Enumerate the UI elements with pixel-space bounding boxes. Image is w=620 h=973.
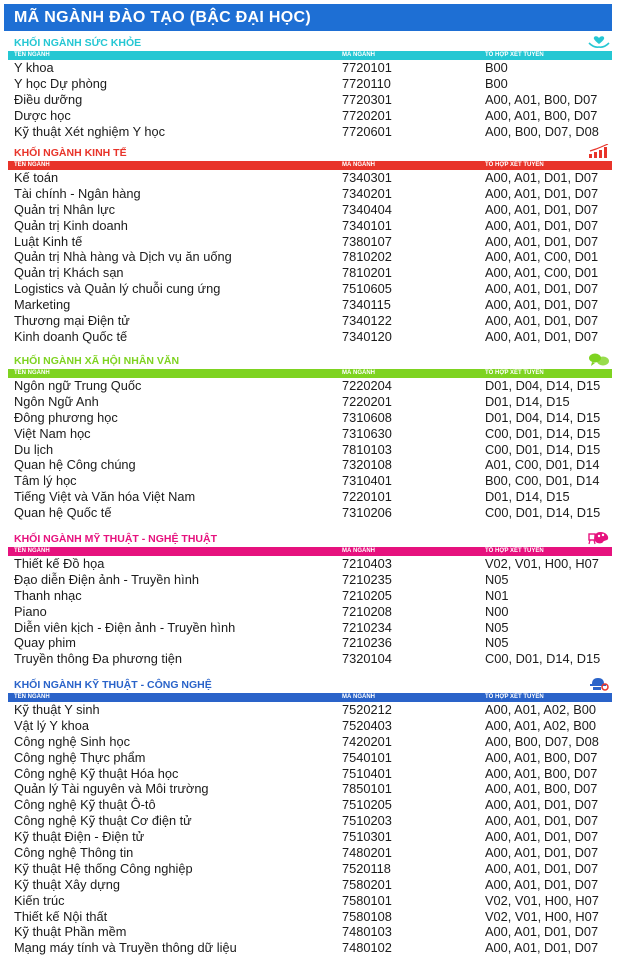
table-row <box>8 734 612 750</box>
subject-combination: A00, A01, D01, D07 <box>485 845 599 861</box>
table-row <box>8 329 612 345</box>
section-1 <box>8 146 612 345</box>
column-header-combo: TỔ HỢP XÉT TUYỂN <box>485 52 544 58</box>
program-table <box>8 170 612 345</box>
subject-combination: D01, D04, D14, D15 <box>485 378 601 393</box>
table-row <box>8 281 612 297</box>
column-header-name: TÊN NGÀNH <box>14 162 50 168</box>
program-code: 7220101 <box>342 489 392 505</box>
subject-combination: A00, A01, D01, D07 <box>485 217 599 233</box>
subject-combination: A00, A01, D01, D07 <box>485 328 599 344</box>
program-code: 7340301 <box>342 170 392 185</box>
table-row <box>8 750 612 766</box>
program-code: 7380107 <box>342 233 392 249</box>
program-name: Quản trị Kinh doanh <box>14 217 128 233</box>
program-name: Tiếng Việt và Văn hóa Việt Nam <box>14 489 196 505</box>
program-code: 7480201 <box>342 845 392 861</box>
table-row <box>8 92 612 108</box>
subject-combination: A00, A01, D01, D07 <box>485 233 599 249</box>
table-row <box>8 473 612 489</box>
table-row <box>8 940 612 956</box>
column-header-code: MÃ NGÀNH <box>342 162 375 168</box>
program-code: 7580201 <box>342 876 392 892</box>
program-code: 7320104 <box>342 651 392 667</box>
program-code: 7810201 <box>342 265 392 281</box>
program-code: 7340122 <box>342 313 392 329</box>
table-row <box>8 234 612 250</box>
subject-combination: A00, A01, B00, D07 <box>485 765 598 781</box>
program-code: 7510605 <box>342 281 392 297</box>
subject-combination: N05 <box>485 635 509 651</box>
subject-combination: A00, A01, D01, D07 <box>485 860 599 876</box>
subject-combination: A00, A01, C00, D01 <box>485 265 599 281</box>
program-code: 7310608 <box>342 409 392 425</box>
section-header <box>8 146 612 161</box>
column-header-code: MÃ NGÀNH <box>342 694 375 700</box>
subject-combination: B00, C00, D01, D14 <box>485 473 600 489</box>
subject-combination: N00 <box>485 603 509 619</box>
section-title: KHỐI NGÀNH KỸ THUẬT - CÔNG NGHỆ <box>14 679 212 691</box>
subject-combination: A00, A01, D01, D07 <box>485 876 599 892</box>
subject-combination: A00, A01, D01, D07 <box>485 797 599 813</box>
program-name: Tài chính - Ngân hàng <box>14 185 141 201</box>
program-code: 7720601 <box>342 123 392 139</box>
program-code: 7720110 <box>342 75 391 91</box>
program-code: 7340201 <box>342 185 392 201</box>
program-code: 7340101 <box>342 217 392 233</box>
subject-combination: A01, C00, D01, D14 <box>485 457 600 473</box>
subject-combination: A00, A01, D01, D07 <box>485 813 599 829</box>
program-code: 7210235 <box>342 571 392 587</box>
table-row <box>8 378 612 394</box>
section-2 <box>8 354 612 521</box>
subject-combination: N05 <box>485 571 509 587</box>
program-name: Kỹ thuật Xây dựng <box>14 876 121 892</box>
speech-bubbles-icon <box>588 352 610 367</box>
table-row <box>8 829 612 845</box>
subject-combination: A00, A01, D01, D07 <box>485 829 599 845</box>
program-name: Công nghệ Kỹ thuật Cơ điện tử <box>14 813 192 829</box>
table-row <box>8 186 612 202</box>
palette-icon <box>588 530 610 545</box>
column-header-code: MÃ NGÀNH <box>342 52 375 58</box>
section-header <box>8 678 612 693</box>
program-name: Logistics và Quản lý chuỗi cung ứng <box>14 281 221 297</box>
program-name: Du lịch <box>14 441 54 457</box>
program-code: 7210205 <box>342 587 392 603</box>
program-code: 7480103 <box>342 924 392 940</box>
program-name: Công nghệ Thực phẩm <box>14 749 146 765</box>
program-code: 7580108 <box>342 908 392 924</box>
program-code: 7510401 <box>342 765 392 781</box>
table-row <box>8 635 612 651</box>
program-name: Truyền thông Đa phương tiện <box>14 651 183 667</box>
program-code: 7810202 <box>342 249 392 265</box>
program-code: 7210236 <box>342 635 392 651</box>
program-name: Quản trị Nhà hàng và Dịch vụ ăn uống <box>14 249 232 265</box>
program-code: 7220204 <box>342 378 392 393</box>
program-code: 7310206 <box>342 505 392 521</box>
program-name: Quản lý Tài nguyên và Môi trường <box>14 781 209 797</box>
subject-combination: A00, A01, D01, D07 <box>485 170 599 185</box>
table-row <box>8 410 612 426</box>
column-header-combo: TỔ HỢP XÉT TUYỂN <box>485 548 544 554</box>
subject-combination: D01, D14, D15 <box>485 393 570 409</box>
program-code: 7510203 <box>342 813 392 829</box>
table-row <box>8 489 612 505</box>
table-row <box>8 249 612 265</box>
table-row <box>8 909 612 925</box>
section-3 <box>8 532 612 667</box>
table-row <box>8 766 612 782</box>
program-name: Mạng máy tính và Truyền thông dữ liệu <box>14 940 237 956</box>
table-row <box>8 297 612 313</box>
subject-combination: C00, D01, D14, D15 <box>485 651 601 667</box>
program-name: Kỹ thuật Phần mềm <box>14 924 127 940</box>
column-header-code: MÃ NGÀNH <box>342 370 375 376</box>
table-row <box>8 651 612 667</box>
program-name: Thương mại Điện tử <box>14 313 130 329</box>
table-row <box>8 620 612 636</box>
program-name: Đông phương học <box>14 409 118 425</box>
subject-combination: A00, A01, A02, B00 <box>485 717 596 733</box>
subject-combination: A00, A01, C00, D01 <box>485 249 599 265</box>
table-row <box>8 702 612 718</box>
table-row <box>8 797 612 813</box>
section-title: KHỐI NGÀNH MỸ THUẬT - NGHỆ THUẬT <box>14 533 217 545</box>
subject-combination: C00, D01, D14, D15 <box>485 505 601 521</box>
section-4 <box>8 678 612 956</box>
program-name: Quản trị Khách sạn <box>14 265 124 281</box>
engineering-icon <box>588 676 610 691</box>
program-name: Kiến trúc <box>14 892 65 908</box>
table-row <box>8 861 612 877</box>
program-code: 7510301 <box>342 829 392 845</box>
program-code: 7310630 <box>342 425 392 441</box>
program-code: 7520212 <box>342 702 392 717</box>
program-table <box>8 60 612 139</box>
column-header-combo: TỔ HỢP XÉT TUYỂN <box>485 162 544 168</box>
program-table <box>8 556 612 667</box>
subject-combination: A00, A01, B00, D07 <box>485 107 598 123</box>
subject-combination: A00, B00, D07, D08 <box>485 123 599 139</box>
program-name: Quản trị Nhân lực <box>14 201 116 217</box>
table-row <box>8 202 612 218</box>
subject-combination: N05 <box>485 619 509 635</box>
column-header-combo: TỔ HỢP XÉT TUYỂN <box>485 370 544 376</box>
subject-combination: A00, A01, B00, D07 <box>485 91 598 107</box>
table-row <box>8 394 612 410</box>
table-row <box>8 813 612 829</box>
program-code: 7520403 <box>342 717 392 733</box>
program-name: Quan hệ Công chúng <box>14 457 136 473</box>
column-header-name: TÊN NGÀNH <box>14 52 50 58</box>
table-row <box>8 845 612 861</box>
program-table <box>8 378 612 521</box>
program-name: Luật Kinh tế <box>14 233 83 249</box>
section-0 <box>8 36 612 139</box>
table-row <box>8 60 612 76</box>
program-code: 7540101 <box>342 749 392 765</box>
subject-combination: A00, A01, B00, D07 <box>485 749 598 765</box>
program-code: 7340404 <box>342 201 392 217</box>
table-row <box>8 877 612 893</box>
program-name: Kỹ thuật Y sinh <box>14 702 100 717</box>
program-code: 7510205 <box>342 797 392 813</box>
table-row <box>8 781 612 797</box>
table-row <box>8 265 612 281</box>
program-name: Đạo diễn Điện ảnh - Truyền hình <box>14 571 199 587</box>
program-code: 7340120 <box>342 328 392 344</box>
program-code: 7340115 <box>342 297 391 313</box>
table-row <box>8 924 612 940</box>
subject-combination: A00, A01, D01, D07 <box>485 281 599 297</box>
program-name: Việt Nam học <box>14 425 91 441</box>
column-header-bar <box>8 51 612 60</box>
program-code: 7220201 <box>342 393 392 409</box>
table-row <box>8 124 612 140</box>
column-header-bar <box>8 161 612 170</box>
program-code: 7850101 <box>342 781 392 797</box>
subject-combination: B00 <box>485 75 508 91</box>
program-name: Thanh nhạc <box>14 587 82 603</box>
program-code: 7210234 <box>342 619 392 635</box>
hands-heart-icon <box>588 34 610 49</box>
program-name: Ngôn Ngữ Anh <box>14 393 99 409</box>
program-name: Công nghệ Kỹ thuật Ô-tô <box>14 797 156 813</box>
program-code: 7210403 <box>342 556 392 571</box>
program-name: Diễn viên kịch - Điện ảnh - Truyền hình <box>14 619 236 635</box>
subject-combination: A00, B00, D07, D08 <box>485 733 599 749</box>
program-name: Dược học <box>14 107 71 123</box>
table-row <box>8 588 612 604</box>
column-header-combo: TỔ HỢP XÉT TUYỂN <box>485 694 544 700</box>
table-row <box>8 218 612 234</box>
table-row <box>8 108 612 124</box>
table-row <box>8 170 612 186</box>
subject-combination: A00, A01, D01, D07 <box>485 313 599 329</box>
program-name: Y học Dự phòng <box>14 75 107 91</box>
table-row <box>8 572 612 588</box>
program-code: 7210208 <box>342 603 392 619</box>
subject-combination: A00, A01, B00, D07 <box>485 781 598 797</box>
program-name: Công nghệ Kỹ thuật Hóa học <box>14 765 179 781</box>
table-row <box>8 556 612 572</box>
column-header-bar <box>8 369 612 378</box>
column-header-name: TÊN NGÀNH <box>14 548 50 554</box>
program-code: 7520118 <box>342 860 391 876</box>
subject-combination: D01, D14, D15 <box>485 489 570 505</box>
program-code: 7720301 <box>342 91 392 107</box>
subject-combination: A00, A01, D01, D07 <box>485 940 599 956</box>
subject-combination: D01, D04, D14, D15 <box>485 409 601 425</box>
program-code: 7720201 <box>342 107 392 123</box>
subject-combination: A00, A01, D01, D07 <box>485 201 599 217</box>
program-name: Y khoa <box>14 60 54 75</box>
program-name: Quan hệ Quốc tế <box>14 505 112 521</box>
section-header <box>8 36 612 51</box>
program-code: 7720101 <box>342 60 392 75</box>
subject-combination: A00, A01, D01, D07 <box>485 297 599 313</box>
table-row <box>8 313 612 329</box>
program-code: 7810103 <box>342 441 392 457</box>
subject-combination: A00, A01, D01, D07 <box>485 924 599 940</box>
program-code: 7420201 <box>342 733 392 749</box>
program-name: Công nghệ Thông tin <box>14 845 134 861</box>
column-header-name: TÊN NGÀNH <box>14 694 50 700</box>
table-row <box>8 718 612 734</box>
program-name: Kế toán <box>14 170 59 185</box>
subject-combination: A00, A01, A02, B00 <box>485 702 596 717</box>
program-code: 7580101 <box>342 892 392 908</box>
program-name: Công nghệ Sinh học <box>14 733 130 749</box>
program-table <box>8 702 612 956</box>
program-name: Piano <box>14 603 47 619</box>
program-name: Thiết kế Nội thất <box>14 908 108 924</box>
section-title: KHỐI NGÀNH SỨC KHỎE <box>14 37 142 49</box>
program-name: Quay phim <box>14 635 76 651</box>
program-name: Điều dưỡng <box>14 91 83 107</box>
column-header-bar <box>8 547 612 556</box>
subject-combination: C00, D01, D14, D15 <box>485 425 601 441</box>
program-name: Thiết kế Đồ họa <box>14 556 105 571</box>
table-row <box>8 457 612 473</box>
program-name: Tâm lý học <box>14 473 77 489</box>
program-name: Kỹ thuật Hệ thống Công nghiệp <box>14 860 193 876</box>
column-header-bar <box>8 693 612 702</box>
page-title: MÃ NGÀNH ĐÀO TẠO (BẬC ĐẠI HỌC) <box>4 4 612 31</box>
program-name: Ngôn ngữ Trung Quốc <box>14 378 142 393</box>
table-row <box>8 442 612 458</box>
section-title: KHỐI NGÀNH XÃ HỘI NHÂN VĂN <box>14 355 180 367</box>
table-row <box>8 893 612 909</box>
subject-combination: V02, V01, H00, H07 <box>485 556 599 571</box>
subject-combination: B00 <box>485 60 508 75</box>
subject-combination: V02, V01, H00, H07 <box>485 908 599 924</box>
section-header <box>8 532 612 547</box>
subject-combination: N01 <box>485 587 509 603</box>
section-title: KHỐI NGÀNH KINH TẾ <box>14 147 127 159</box>
program-name: Kỹ thuật Điện - Điện tử <box>14 829 145 845</box>
subject-combination: C00, D01, D14, D15 <box>485 441 601 457</box>
bar-chart-icon <box>588 144 610 159</box>
table-row <box>8 505 612 521</box>
program-name: Kinh doanh Quốc tế <box>14 328 128 344</box>
subject-combination: V02, V01, H00, H07 <box>485 892 599 908</box>
program-code: 7320108 <box>342 457 392 473</box>
table-row <box>8 426 612 442</box>
section-header <box>8 354 612 369</box>
table-row <box>8 604 612 620</box>
column-header-code: MÃ NGÀNH <box>342 548 375 554</box>
table-row <box>8 76 612 92</box>
program-name: Marketing <box>14 297 71 313</box>
program-code: 7480102 <box>342 940 392 956</box>
program-name: Kỹ thuật Xét nghiệm Y học <box>14 123 166 139</box>
column-header-name: TÊN NGÀNH <box>14 370 50 376</box>
program-name: Vật lý Y khoa <box>14 717 89 733</box>
subject-combination: A00, A01, D01, D07 <box>485 185 599 201</box>
program-code: 7310401 <box>342 473 392 489</box>
